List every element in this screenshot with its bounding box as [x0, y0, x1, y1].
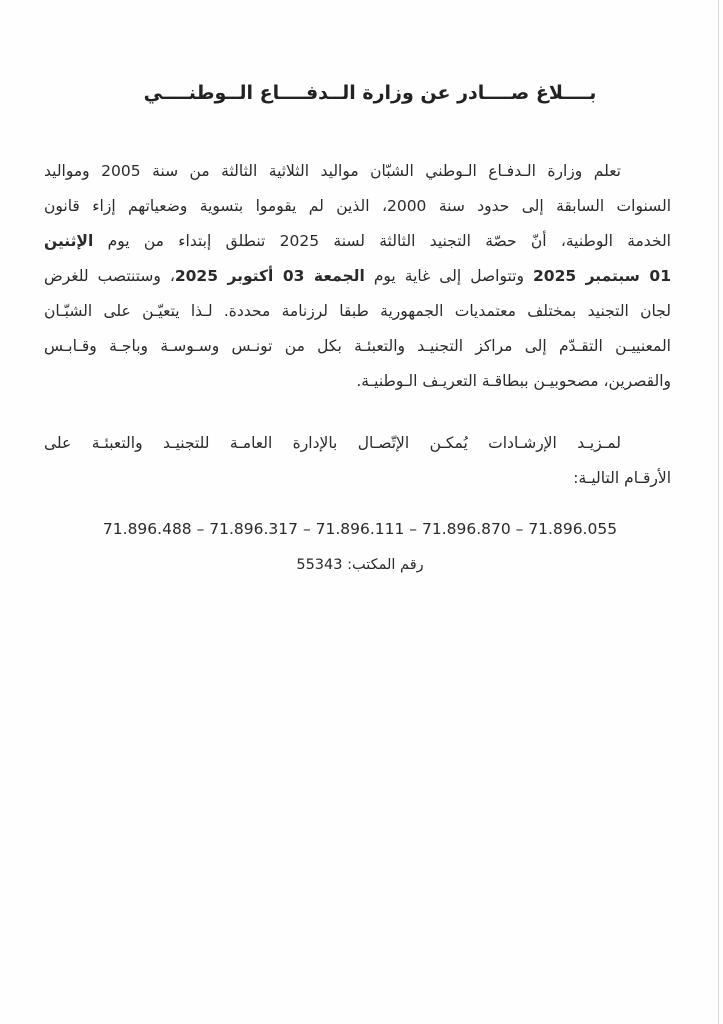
paragraph-line — [44, 259, 671, 294]
paragraph-line: تعلم وزارة الـدفـاع الـوطني الشبّان مواليد الثلاثية الثالثة من سنة 2005 ومواليد — [44, 162, 621, 180]
paragraph-line: السنوات السابقة إلى حدود سنة 2000، الذين لم يقوموا بتسوية وضعياتهم إزاء قانون — [44, 197, 671, 215]
paragraph-contact — [44, 426, 671, 496]
paragraph-line-text: وتتواصل إلى غاية يوم — [373, 267, 524, 285]
start-date: 01 سبتمبر 2025 — [533, 267, 671, 285]
paragraph-line: الأرقـام التاليـة: — [573, 469, 671, 487]
page-edge-line — [718, 0, 719, 1024]
paragraph-line: لمـزيـد الإرشـادات يُمكـن الإتّصـال بالإدارة العامـة للتجنيـد والتعبئـة على — [44, 434, 621, 452]
end-date: الجمعة 03 أكتوبر 2025 — [174, 267, 365, 285]
paragraph-announcement — [44, 154, 671, 399]
start-day: الإثنين — [44, 232, 94, 250]
phone-numbers: 71.896.488 – 71.896.317 – 71.896.111 – 71.896.870 – 71.896.055 — [102, 520, 618, 538]
paragraph-line-text: ، وستنتصب للغرض — [44, 267, 175, 285]
paragraph-line-text: الخدمة الوطنية، أنّ حصّة التجنيد الثالثة لسنة 2025 تنطلق إبتداء من يوم — [107, 232, 671, 250]
paragraph-line — [44, 224, 671, 259]
paragraph-line: لجان التجنيد بمختلف معتمديات الجمهورية طبقا لرزنامة محددة. لـذا يتعيّـن على الشبّـان — [44, 302, 671, 320]
office-number: رقم المكتب: 55343 — [296, 557, 424, 573]
paragraph-line: والقصرين، مصحوبيـن ببطاقـة التعريـف الـوطنيـة. — [356, 372, 671, 390]
paragraph-line: المعنييـن التقـدّم إلى مراكز التجنيـد والتعبئـة بكل من تونـس وسـوسـة وباجـة وقـابـس — [44, 337, 671, 355]
document-title: بــــلاغ صــــادر عن وزارة الــدفــــاع الــوطنــــي — [143, 82, 597, 104]
